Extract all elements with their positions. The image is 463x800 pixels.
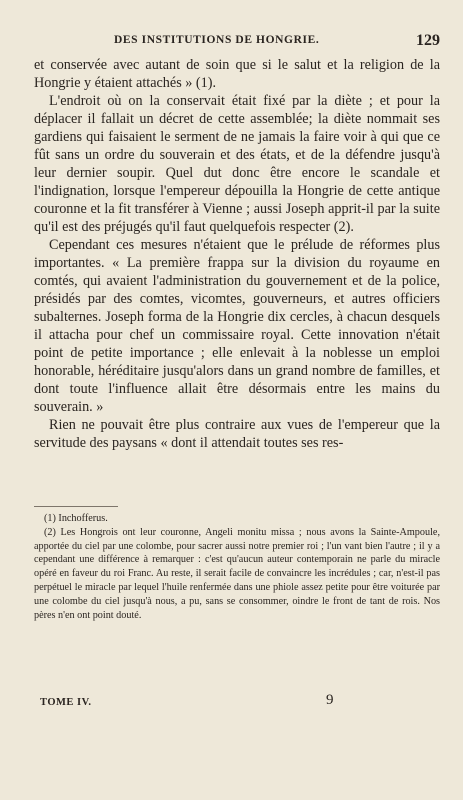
paragraph: Cependant ces mesures n'étaient que le prélude de réformes plus importantes. « La première frappa sur la division du royaume en comtés, qui avaient l'administration du gouvernement et de la police, présidés par des comtes, vicomtes, gouverneurs, et autres officiers subalternes. Joseph forma de la Hongrie dix cercles, à chacun desquels il attacha pour chef un commissaire royal. Cette innovation n'était point de petite importance ; elle enlevait à la noblesse un emploi honorable, héréditaire jusqu'alors dans un grand nombre de familles, et dont toute l'influence allait être désormais entre les mains du souverain. »: [34, 237, 440, 415]
footnote-rule: [34, 506, 118, 507]
page-header: [34, 34, 440, 52]
paragraph: Rien ne pouvait être plus contraire aux vues de l'empereur que la servitude des paysans « dont il attendait toutes ses res-: [34, 417, 440, 451]
footnotes: [34, 512, 440, 622]
page-number: 129: [416, 32, 440, 49]
sheet-number: 9: [326, 692, 334, 708]
footnote: (1) Inchofferus.: [44, 513, 108, 524]
footnote: (2) Les Hongrois ont leur couronne, Angeli monitu missa ; nous avons la Sainte-Ampoule, apportée du ciel par une colombe, pour sacrer aussi notre premier roi ; l'un vant bien l'autre ; il y a cependant une différence à remarquer : c'est qu'aucun auteur contemporain ne parle du miracle opéré en faveur du roi Franc. Au reste, il serait facile de convaincre les incrédules ; car, n'est-il pas perpétuel le miracle par lequel l'huile renfermée dans une phiole assez petite pour être voiturée par une colombe du ciel jusqu'à nous, a pu, sans se consommer, oindre le front de tant de rois. Nos pères n'en ont point douté.: [34, 526, 440, 621]
paragraph: L'endroit où on la conservait était fixé par la diète ; et pour la déplacer il fallait un décret de cette assemblée; la diète nommait ses gardiens qui faisaient le serment de ne jamais la faire voir à qui que ce fût sans un ordre du souverain et des états, et de la défendre jusqu'à leur dernier soupir. Quel dut donc être encore le scandale et l'indignation, lorsque l'empereur dépouilla la Hongrie de cette antique couronne et la fit transférer à Vienne ; aussi Joseph apprit-il par la suite qu'il est des préjugés qu'il faut quelquefois respecter (2).: [34, 93, 440, 235]
volume-signature: TOME IV.: [40, 697, 92, 708]
running-title: DES INSTITUTIONS DE HONGRIE.: [114, 34, 320, 46]
main-text: [34, 56, 440, 452]
paragraph-continuation: et conservée avec autant de soin que si le salut et la religion de la Hongrie y étaient attachés » (1).: [34, 57, 440, 91]
